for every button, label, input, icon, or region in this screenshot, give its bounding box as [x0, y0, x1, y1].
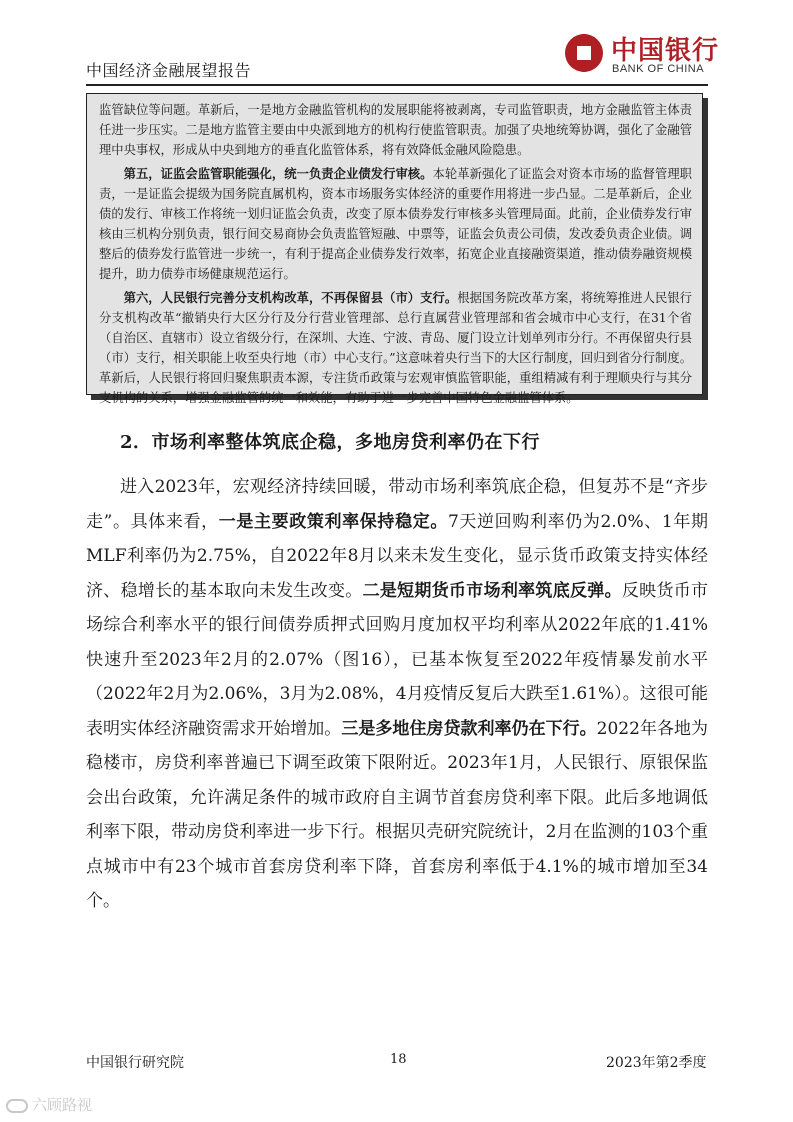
- box-paragraph-2: [99, 164, 692, 284]
- body-point-2: 二是短期货币市场利率筑底反弹。: [362, 580, 622, 601]
- logo-english-name: BANK OF CHINA: [612, 63, 705, 75]
- body-sentence-4: 2022年各地为稳楼市，房贷利率普遍已下调至政策下限附近。2023年1月，人民银行、原银保监会出台政策，允许满足条件的城市政府自主调节首套房贷利率下限。此后多地调低利率下限，带动房贷利率进一步下行。根据贝壳研究院统计，2月在监测的103个重点城市中有23个城市首套房贷利率下降，首套房利率低于4.1%的城市增加至34个。: [86, 718, 709, 911]
- footer-period: 2023年第2季度: [606, 1055, 707, 1071]
- box-paragraph-1: 监管缺位等问题。革新后，一是地方金融监管机构的发展职能将被剥离，专司监管职责，地方金融监管主体责任进一步压实。二是地方监管主要由中央派到地方的机构行使监管职责。加强了央地统筹协调，强化了金融管理中央事权，形成从中央到地方的垂直化监管体系，将有效降低金融风险隐患。: [99, 103, 692, 157]
- body-sentence-2: 7天逆回购利率仍为2.0%、1年期MLF利率仍为2.75%，自2022年8月以来未发生变化，显示货币政策支持实体经济、稳增长的基本取向未发生改变。: [86, 511, 708, 601]
- logo-chinese-name: 中国银行: [611, 36, 720, 66]
- box-paragraph-2-lead: 第五，证监会监管职能强化，统一负责企业债发行审核。: [123, 166, 433, 181]
- sidebar-box: [86, 93, 703, 405]
- watermark: [6, 1094, 92, 1115]
- body-sentence-1: 进入2023年，宏观经济持续回暖，带动市场利率筑底企稳，但复苏不是“齐步走”。具体来看，: [86, 477, 708, 532]
- bank-emblem-icon: [565, 34, 603, 72]
- box-paragraph-2-body: 本轮革新强化了证监会对资本市场的监督管理职责，一是证监会提级为国务院直属机构，资本市场服务实体经济的重要作用将进一步凸显。二是革新后，企业债的发行、审核工作将统一划归证监会负责，改变了原本债券发行审核多头管理局面。此前，企业债券发行审核由三机构分别负责，银行间交易商协会负责监管短融、中票等，证监会负责公司债，发改委负责企业债。调整后的债券发行监管进一步统一，有利于提高企业债券发行效率，拓宽企业直接融资渠道，推动债券融资规模提升，助力债券市场健康规范运行。: [99, 167, 692, 281]
- watermark-logo-icon: [6, 1099, 28, 1113]
- body-paragraph: [86, 470, 708, 919]
- body-point-1: 一是主要政策利率保持稳定。: [218, 511, 448, 532]
- box-paragraph-3: [99, 288, 692, 408]
- body-point-3: 三是多地住房贷款利率仍在下行。: [341, 718, 597, 739]
- page-number: 18: [390, 1052, 407, 1067]
- footer-publisher: 中国银行研究院: [86, 1055, 184, 1071]
- box-paragraph-3-lead: 第六，人民银行完善分支机构改革，不再保留县（市）支行。: [123, 290, 458, 305]
- report-title: 中国经济金融展望报告: [86, 61, 252, 80]
- section-heading: 2．市场利率整体筑底企稳，多地房贷利率仍在下行: [120, 432, 541, 453]
- header-divider: [86, 84, 708, 86]
- bank-logo: [565, 32, 720, 82]
- body-sentence-3: 反映货币市场综合利率水平的银行间债券质押式回购月度加权平均利率从2022年底的1.41%快速升至2023年2月的2.07%（图16），已基本恢复至2022年疫情暴发前水平（2022年2月为2.06%，3月为2.08%，4月疫情反复后大跌至1.61%）。这很可能表明实体经济融资需求开始增加。: [86, 580, 709, 739]
- box-paragraph-3-body: 根据国务院改革方案，将统筹推进人民银行分支机构改革“撤销央行大区分行及分行营业管理部、总行直属营业管理部和省会城市中心支行，在31个省（自治区、直辖市）设立省级分行，在深圳、大连、宁波、青岛、厦门设立计划单列市分行。不再保留央行县（市）支行，相关职能上收至央行地（市）中心支行。”这意味着央行当下的大区行制度，回归到省分行制度。革新后，人民银行将回归聚焦职责本源，专注货币政策与宏观审慎监管职能，重组精减有利于理顺央行与其分支机构的关系，增强金融监管的统一和效能，有助于进一步完善中国特色金融监管体系。: [99, 291, 692, 405]
- watermark-text: 六顾路视: [32, 1096, 93, 1114]
